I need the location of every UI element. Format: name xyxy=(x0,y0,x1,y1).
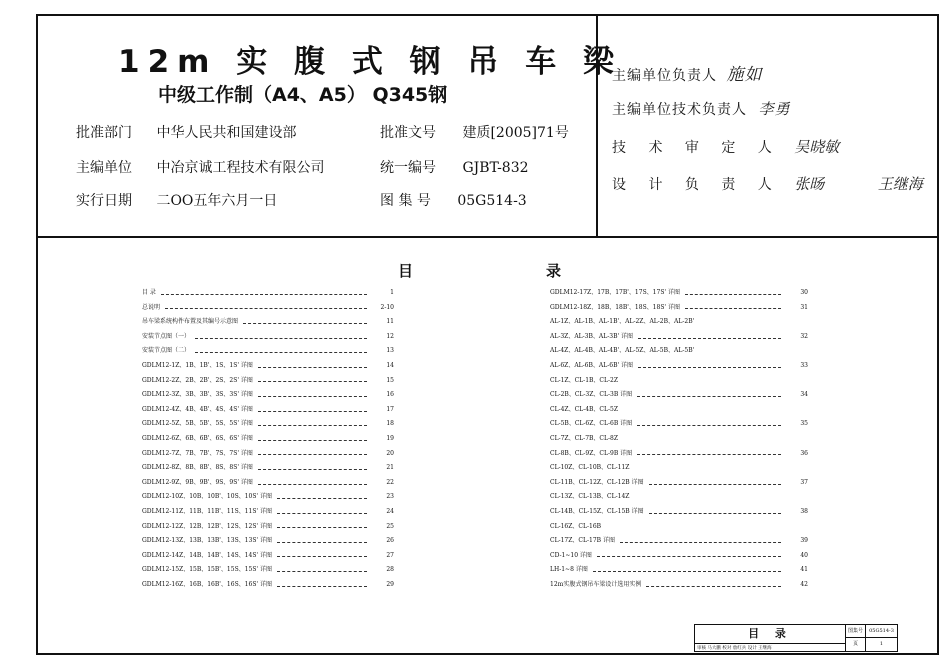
toc-leader xyxy=(161,294,367,295)
toc-leader xyxy=(637,425,781,426)
toc-entry-title: GDLM12-18Z、18B、18B'、18S、18S' 详图 xyxy=(550,303,680,311)
toc-entry-title: CL-2B、CL-3Z、CL-3B 详图 xyxy=(550,391,633,399)
toc-entry xyxy=(550,534,808,549)
toc-entry xyxy=(142,505,394,520)
title-block-name: 目 录 xyxy=(748,627,792,640)
meta-atlas-no xyxy=(380,190,527,210)
toc-entry-title: 安装节点图（二） xyxy=(142,347,191,355)
toc-entry-title: CL-11B、CL-12Z、CL-12B 详图 xyxy=(550,478,644,486)
toc-entry xyxy=(550,563,808,578)
toc-entry-title: CL-10Z、CL-10B、CL-11Z xyxy=(550,464,630,472)
toc-right-column xyxy=(550,286,808,592)
toc-entry-title: GDLM12-15Z、15B、15B'、15S、15S' 详图 xyxy=(142,566,272,574)
meta-value: 建质[2005]71号 xyxy=(462,125,569,141)
toc-entry-title: GDLM12-6Z、6B、6B'、6S、6S' 详图 xyxy=(142,434,253,442)
toc-entry-page: 39 xyxy=(800,537,808,545)
toc-entry xyxy=(550,490,808,505)
meta-label: 图 集 号 xyxy=(380,193,431,209)
responsible-chief-editor xyxy=(612,60,762,85)
toc-entry-title: GDLM12-7Z、7B、7B'、7S、7S' 详图 xyxy=(142,449,253,457)
toc-entry-title: AL-1Z、AL-1B、AL-1B'、AL-2Z、AL-2B、AL-2B' xyxy=(550,318,695,326)
toc-leader xyxy=(195,338,367,339)
toc-entry xyxy=(550,374,808,389)
meta-label: 批准部门 xyxy=(76,125,132,141)
toc-entry-title: 12m实腹式钢吊车梁设计选用实例 xyxy=(550,580,642,588)
toc-entry xyxy=(142,476,394,491)
sheet-number: 05G514-3 xyxy=(865,625,897,638)
toc-leader xyxy=(277,527,367,528)
toc-entry-title: GDLM12-14Z、14B、14B'、14S、14S' 详图 xyxy=(142,551,272,559)
toc-entry-page: 12 xyxy=(386,332,394,340)
toc-entry xyxy=(142,388,394,403)
toc-entry xyxy=(142,490,394,505)
toc-entry-page: 25 xyxy=(386,522,394,530)
toc-entry-title: 安装节点图（一） xyxy=(142,332,191,340)
toc-entry-page: 24 xyxy=(386,507,394,515)
toc-leader xyxy=(277,542,367,543)
toc-leader xyxy=(165,308,367,309)
toc-entry-title: CL-5B、CL-6Z、CL-6B 详图 xyxy=(550,420,633,428)
toc-leader xyxy=(277,571,367,572)
toc-entry xyxy=(550,359,808,374)
toc-entry-page: 36 xyxy=(800,449,808,457)
toc-entry-page: 21 xyxy=(386,464,394,472)
toc-entry xyxy=(142,578,394,593)
toc-entry-page: 13 xyxy=(386,347,394,355)
signature: 王继海 xyxy=(877,175,923,193)
toc-entry-title: CL-4Z、CL-4B、CL-5Z xyxy=(550,405,619,413)
toc-leader xyxy=(258,425,367,426)
toc-entry-title: GDLM12-1Z、1B、1B'、1S、1S' 详图 xyxy=(142,361,253,369)
toc-leader xyxy=(277,513,367,514)
toc-entry xyxy=(550,301,808,316)
toc-entry xyxy=(142,417,394,432)
toc-leader xyxy=(258,396,367,397)
toc-leader xyxy=(593,571,781,572)
signature: 吴晓敏 xyxy=(794,138,840,156)
toc-entry-page: 19 xyxy=(386,434,394,442)
toc-entry xyxy=(142,330,394,345)
toc-entry-page: 20 xyxy=(386,449,394,457)
signature: 张旸 xyxy=(794,175,825,193)
toc-entry-title: CD-1~10 详图 xyxy=(550,551,592,559)
toc-entry xyxy=(550,388,808,403)
toc-entry xyxy=(550,330,808,345)
toc-entry xyxy=(142,432,394,447)
toc-entry-title: GDLM12-5Z、5B、5B'、5S、5S' 详图 xyxy=(142,420,253,428)
toc-leader xyxy=(685,308,781,309)
toc-entry xyxy=(142,534,394,549)
toc-entry xyxy=(550,505,808,520)
toc-leader xyxy=(258,454,367,455)
meta-label: 主编单位 xyxy=(76,160,132,176)
toc-entry-page: 27 xyxy=(386,551,394,559)
toc-entry-page: 41 xyxy=(800,566,808,574)
toc-entry-page: 17 xyxy=(386,405,394,413)
toc-entry xyxy=(550,315,808,330)
toc-entry xyxy=(142,549,394,564)
toc-entry-page: 2-10 xyxy=(380,303,394,311)
toc-entry-page: 14 xyxy=(386,361,394,369)
toc-entry xyxy=(142,520,394,535)
toc-entry xyxy=(142,315,394,330)
toc-entry xyxy=(550,476,808,491)
toc-entry xyxy=(550,403,808,418)
meta-value: 05G514-3 xyxy=(457,193,527,209)
toc-entry xyxy=(550,549,808,564)
header-divider xyxy=(38,236,937,238)
signature: 李勇 xyxy=(758,100,791,118)
toc-leader xyxy=(258,411,367,412)
toc-entry-title: CL-1Z、CL-1B、CL-2Z xyxy=(550,376,619,384)
toc-leader xyxy=(258,440,367,441)
toc-leader xyxy=(638,338,781,339)
toc-entry xyxy=(550,286,808,301)
meta-label: 统一编号 xyxy=(380,160,436,176)
atlas-title: 12m 实 腹 式 钢 吊 车 梁 xyxy=(118,44,622,80)
toc-entry-page: 31 xyxy=(800,303,808,311)
meta-approval-no xyxy=(380,122,569,142)
toc-entry xyxy=(550,344,808,359)
toc-leader xyxy=(277,498,367,499)
toc-entry-page: 18 xyxy=(386,420,394,428)
toc-entry-title: CL-17Z、CL-17B 详图 xyxy=(550,537,615,545)
toc-entry-page: 32 xyxy=(800,332,808,340)
toc-entry-page: 11 xyxy=(386,318,394,326)
page-number: 1 xyxy=(865,638,897,651)
toc-leader xyxy=(243,323,367,324)
toc-entry xyxy=(142,563,394,578)
toc-entry xyxy=(550,578,808,593)
toc-entry xyxy=(550,417,808,432)
toc-entry-page: 34 xyxy=(800,391,808,399)
toc-entry-title: GDLM12-10Z、10B、10B'、10S、10S' 详图 xyxy=(142,493,272,501)
responsible-designer xyxy=(612,173,923,194)
toc-entry-title: GDLM12-11Z、11B、11B'、11S、11S' 详图 xyxy=(142,507,272,515)
meta-label: 实行日期 xyxy=(76,193,132,209)
toc-entry-title: GDLM12-8Z、8B、8B'、8S、8S' 详图 xyxy=(142,464,253,472)
toc-entry-title: CL-16Z、CL-16B xyxy=(550,522,602,530)
toc-entry-title: GDLM12-12Z、12B、12B'、12S、12S' 详图 xyxy=(142,522,272,530)
toc-leader xyxy=(649,513,781,514)
toc-entry-title: AL-6Z、AL-6B、AL-6B' 详图 xyxy=(550,361,634,369)
toc-entry xyxy=(142,403,394,418)
toc-entry-page: 37 xyxy=(800,478,808,486)
toc-entry xyxy=(142,301,394,316)
toc-leader xyxy=(258,367,367,368)
title-block-sign-row: 审核 马大鹏 校对 詹红兵 设计 王继海 xyxy=(695,643,845,652)
drawing-frame xyxy=(36,14,939,655)
toc-entry-page: 40 xyxy=(800,551,808,559)
toc-entry-title: GDLM12-13Z、13B、13B'、13S、13S' 详图 xyxy=(142,537,272,545)
toc-entry-title: AL-4Z、AL-4B、AL-4B'、AL-5Z、AL-5B、AL-5B' xyxy=(550,347,695,355)
toc-entry-title: 目 录 xyxy=(142,289,156,296)
toc-entry-title: CL-13Z、CL-13B、CL-14Z xyxy=(550,493,630,501)
toc-leader xyxy=(258,381,367,382)
meta-label: 批准文号 xyxy=(380,125,436,141)
toc-leader xyxy=(646,586,781,587)
toc-entry-title: GDLM12-3Z、3B、3B'、3S、3S' 详图 xyxy=(142,391,253,399)
responsible-label: 技 术 审 定 人 xyxy=(612,140,781,156)
toc-entry-page: 42 xyxy=(800,580,808,588)
toc-entry xyxy=(142,359,394,374)
toc-entry-page: 1 xyxy=(390,289,394,296)
responsible-label: 主编单位技术负责人 xyxy=(612,102,747,118)
meta-value: 中冶京诚工程技术有限公司 xyxy=(156,160,325,176)
toc-entry xyxy=(550,432,808,447)
toc-leader xyxy=(685,294,781,295)
toc-leader xyxy=(637,396,781,397)
toc-entry-title: GDLM12-4Z、4B、4B'、4S、4S' 详图 xyxy=(142,405,253,413)
toc-entry-title: AL-3Z、AL-3B、AL-3B' 详图 xyxy=(550,332,634,340)
toc-entry-page: 38 xyxy=(800,507,808,515)
toc-entry xyxy=(142,447,394,462)
toc-entry-page: 29 xyxy=(386,580,394,588)
page-label: 页 xyxy=(845,638,865,651)
toc-entry-title: GDLM12-16Z、16B、16B'、16S、16S' 详图 xyxy=(142,580,272,588)
toc-entry-page: 22 xyxy=(386,478,394,486)
toc-leader xyxy=(638,367,781,368)
toc-entry-page: 33 xyxy=(800,361,808,369)
toc-entry-page: 23 xyxy=(386,493,394,501)
meta-value: GJBT-832 xyxy=(462,160,529,176)
responsible-label: 设 计 负 责 人 xyxy=(612,177,781,193)
toc-entry-title: 总说明 xyxy=(142,303,161,311)
toc-left-column xyxy=(142,286,394,592)
toc-leader xyxy=(277,556,367,557)
toc-entry xyxy=(550,447,808,462)
toc-entry-page: 15 xyxy=(386,376,394,384)
toc-entry-page: 16 xyxy=(386,391,394,399)
toc-leader xyxy=(649,484,781,485)
toc-leader xyxy=(258,484,367,485)
toc-entry-title: CL-8B、CL-9Z、CL-9B 详图 xyxy=(550,449,633,457)
responsible-tech-chief xyxy=(612,98,790,119)
toc-entry xyxy=(142,344,394,359)
toc-entry-page: 26 xyxy=(386,537,394,545)
toc-leader xyxy=(637,454,781,455)
toc-entry-title: GDLM12-17Z、17B、17B'、17S、17S' 详图 xyxy=(550,289,680,296)
atlas-subtitle: 中级工作制（A4、A5） Q345钢 xyxy=(158,84,448,106)
toc-leader xyxy=(258,469,367,470)
toc-entry-title: GDLM12-2Z、2B、2B'、2S、2S' 详图 xyxy=(142,376,253,384)
toc-entry xyxy=(142,461,394,476)
toc-entry xyxy=(142,286,394,301)
toc-entry-page: 28 xyxy=(386,566,394,574)
toc-leader xyxy=(620,542,781,543)
title-block xyxy=(694,624,898,652)
toc-heading-left: 目 xyxy=(398,262,414,280)
toc-entry-title: CL-14B、CL-15Z、CL-15B 详图 xyxy=(550,507,644,515)
toc-entry-title: LH-1~8 详图 xyxy=(550,566,588,574)
meta-unified-no xyxy=(380,157,529,177)
toc-leader xyxy=(277,586,367,587)
responsible-label: 主编单位负责人 xyxy=(612,68,717,84)
signature: 施如 xyxy=(726,65,763,85)
meta-editor-unit xyxy=(76,157,324,177)
meta-value: 中华人民共和国建设部 xyxy=(156,125,297,141)
toc-entry-title: 吊车梁系统构件布置及其编号示意图 xyxy=(142,318,239,326)
toc-entry-page: 35 xyxy=(800,420,808,428)
meta-value: 二OO五年六月一日 xyxy=(156,193,278,209)
sheet-label: 图集号 xyxy=(845,625,865,638)
toc-entry-title: CL-7Z、CL-7B、CL-8Z xyxy=(550,434,619,442)
toc-entry xyxy=(550,520,808,535)
meta-effective-date xyxy=(76,190,277,210)
toc-entry xyxy=(550,461,808,476)
toc-leader xyxy=(195,352,367,353)
responsible-reviewer xyxy=(612,136,839,157)
toc-entry xyxy=(142,374,394,389)
toc-entry-title: GDLM12-9Z、9B、9B'、9S、9S' 详图 xyxy=(142,478,253,486)
toc-entry-page: 30 xyxy=(800,289,808,296)
toc-leader xyxy=(597,556,781,557)
meta-approval-dept xyxy=(76,122,296,142)
toc-heading-right: 录 xyxy=(546,262,562,280)
